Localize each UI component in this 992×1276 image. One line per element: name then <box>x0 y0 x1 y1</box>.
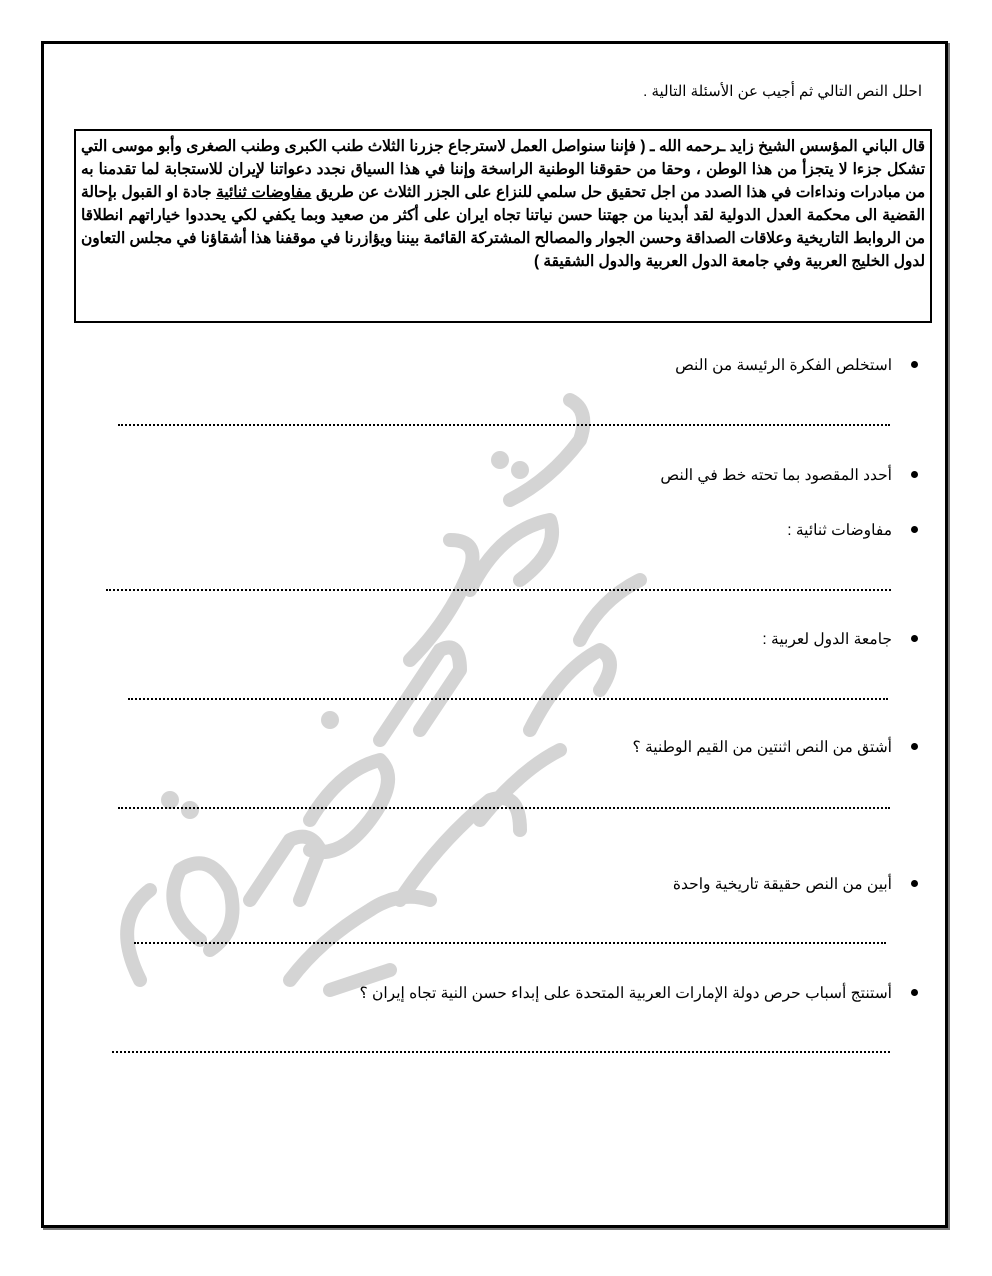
question-text: جامعة الدول لعربية : <box>762 631 892 648</box>
question-6 <box>673 875 892 894</box>
question-text: أشتق من النص اثنتين من القيم الوطنية ؟ <box>632 739 892 756</box>
question-text: أستنتج أسباب حرص دولة الإمارات العربية المتحدة على إبداء حسن النية تجاه إيران ؟ <box>359 985 892 1002</box>
passage-text-end: جادة او القبول بإحالة القضية الى محكمة العدل الدولية لقد أبدينا من جهتنا حسن نياتنا تجاه ايران على أكثر من صعيد وبما يكفي لكي يحددوا خياراتهم انطلاقا من الروابط التاريخية وعلاقات الصداقة وحسن الجوار والمصالح المشتركة القائمة بيننا ويؤازرنا في موقفنا هذا أشقاؤنا في مجلس التعاون لدول الخليج العربية وفي جامعة الدول العربية والدول الشقيقة ) <box>81 184 925 270</box>
bullet-icon <box>911 526 918 533</box>
bullet-icon <box>911 989 918 996</box>
question-text: أبين من النص حقيقة تاريخية واحدة <box>672 876 892 893</box>
bullet-icon <box>911 635 918 642</box>
question-1 <box>675 356 892 375</box>
underlined-phrase: مفاوضات ثنائية <box>216 184 312 201</box>
question-text: أحدد المقصود بما تحته خط في النص <box>660 467 892 484</box>
question-5 <box>632 738 892 757</box>
answer-line-5[interactable] <box>134 942 886 944</box>
reading-passage <box>74 129 932 323</box>
question-text: مفاوضات ثنائية : <box>787 522 892 539</box>
answer-line-4[interactable] <box>118 807 890 809</box>
answer-line-1[interactable] <box>118 424 890 426</box>
passage-text-start: قال الباني المؤسس الشيخ زايد ـرحمه الله ـ ( فإننا سنواصل العمل لاسترجاع جزرنا الثلاث طنب الكبرى وطنب الصغرى وأبو موسى التي تشكل جزءا لا يتجزأ من هذا الوطن ، وحقا من حقوقنا الوطنية الراسخة وإننا في هذا السياق نجدد دعواتنا لإيران للاستجابة لما تقدمنا به من مبادرات ونداءات في هذا الصدد من اجل تحقيق حل سلمي للنزاع على الجزر الثلاث عن طريق <box>81 138 926 201</box>
answer-line-2[interactable] <box>106 589 891 591</box>
instruction-text: احلل النص التالي ثم أجيب عن الأسئلة التالية . <box>643 83 922 100</box>
answer-line-3[interactable] <box>128 698 888 700</box>
question-text: استخلص الفكرة الرئيسة من النص <box>675 357 892 374</box>
question-2 <box>660 466 892 485</box>
bullet-icon <box>911 471 918 478</box>
question-3 <box>787 521 892 540</box>
question-4 <box>762 630 892 649</box>
bullet-icon <box>911 743 918 750</box>
question-7 <box>359 984 892 1003</box>
answer-line-6[interactable] <box>112 1051 890 1053</box>
bullet-icon <box>911 880 918 887</box>
bullet-icon <box>911 361 918 368</box>
